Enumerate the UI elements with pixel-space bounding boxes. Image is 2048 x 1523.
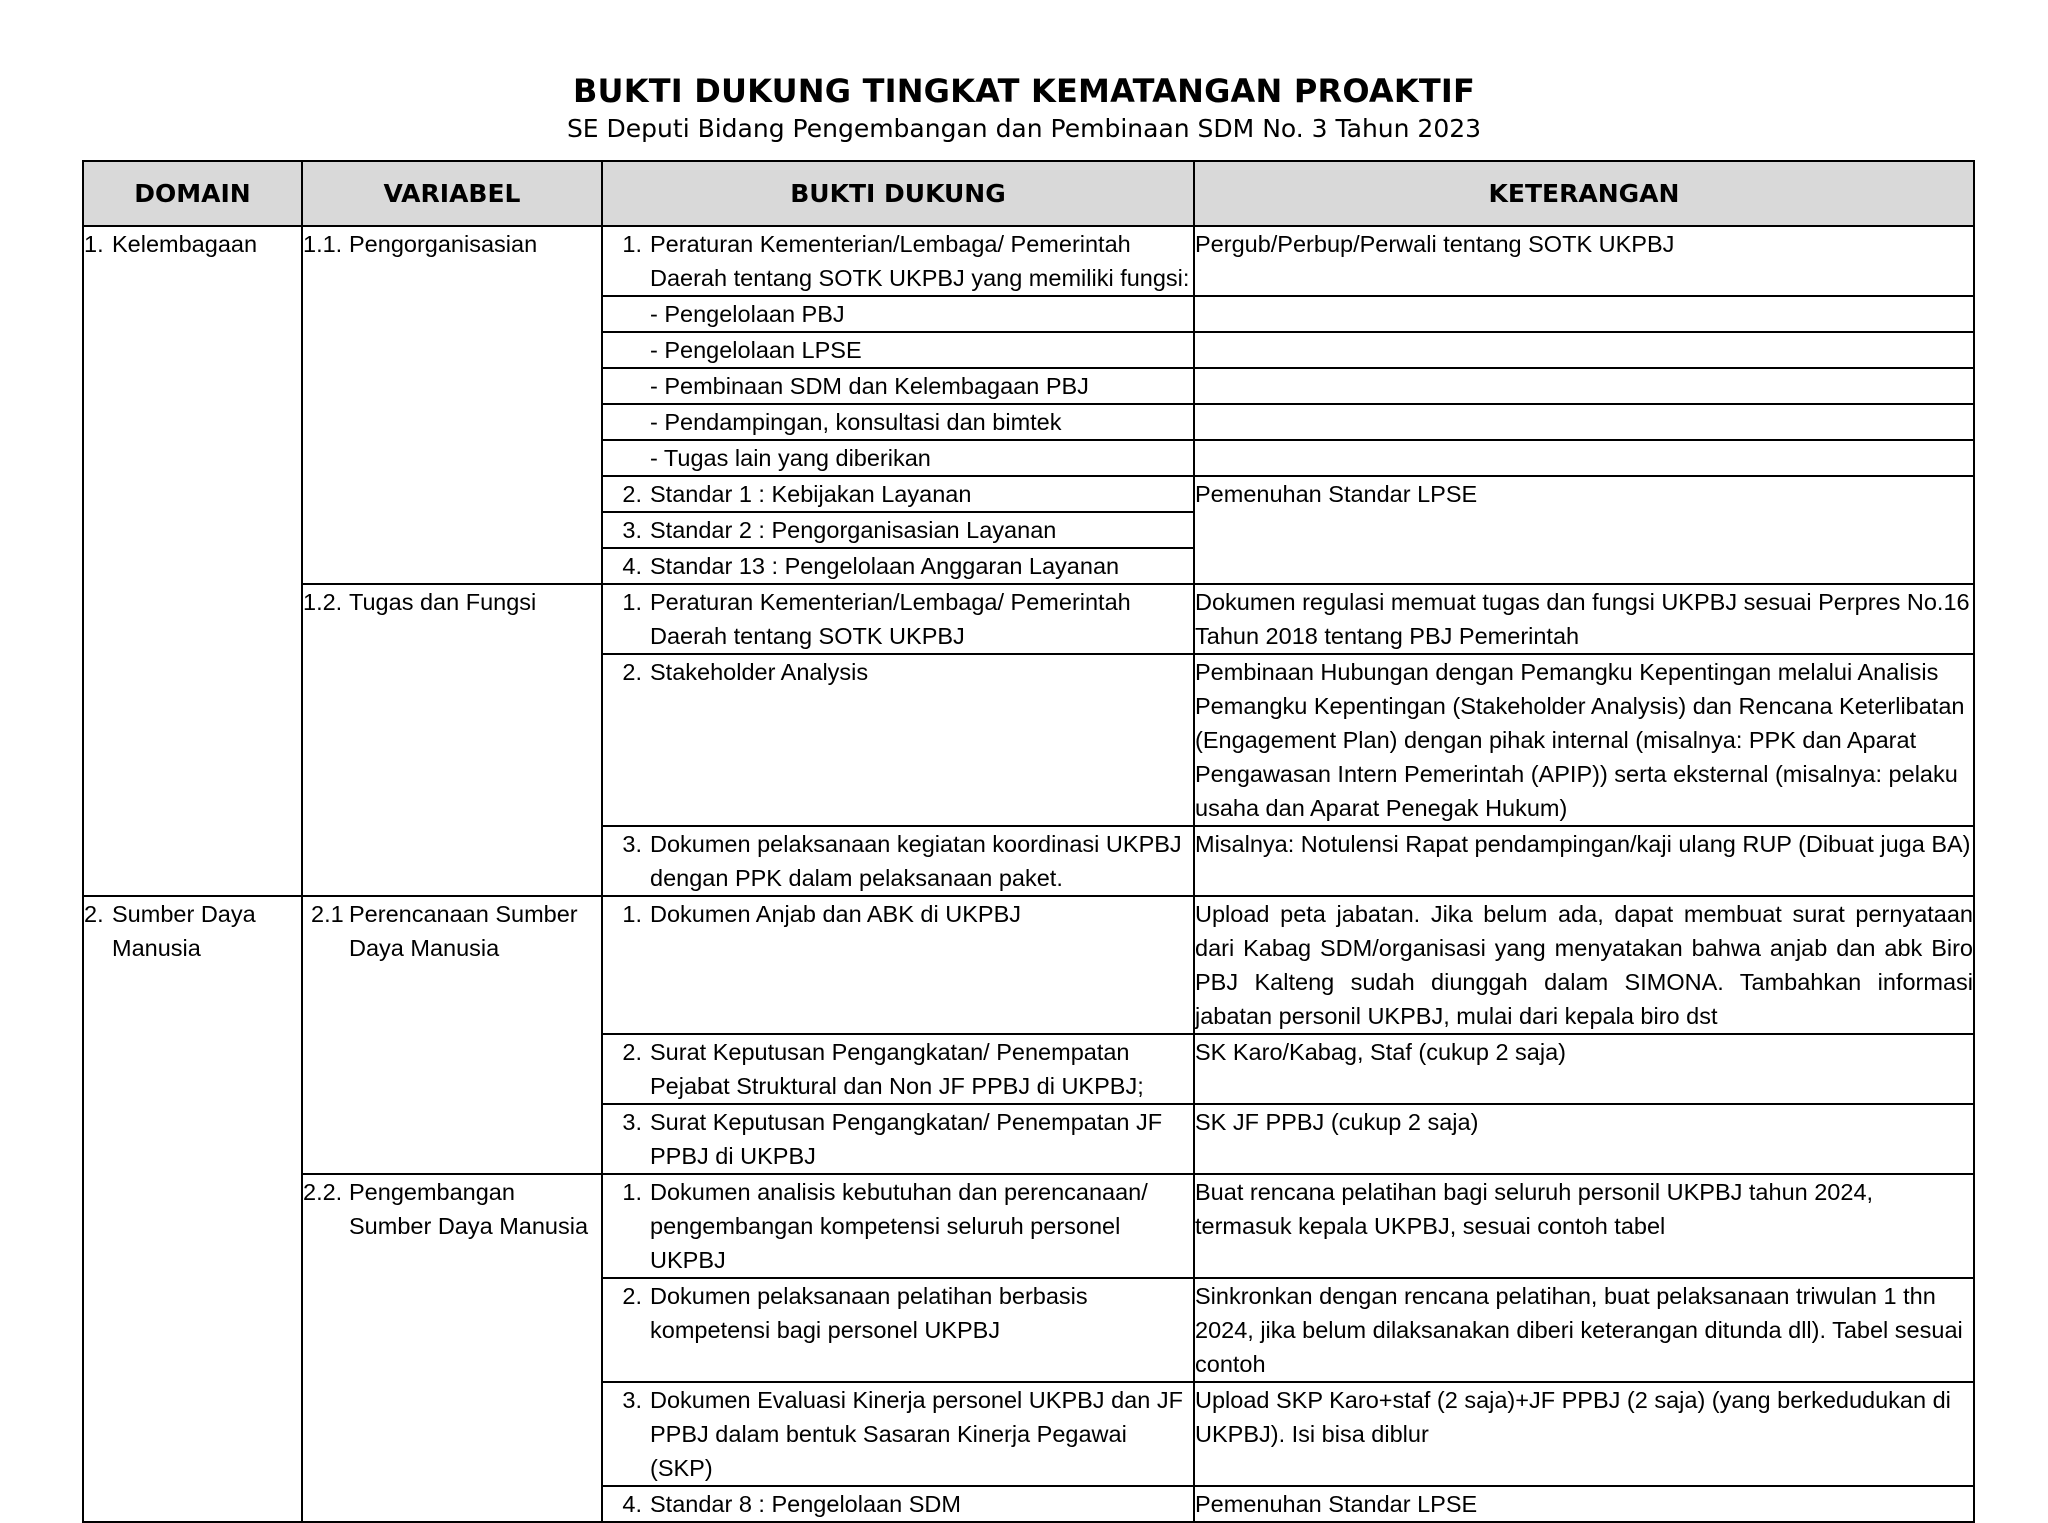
bukti-number: 1.	[622, 231, 642, 257]
bukti-text: Peraturan Kementerian/Lembaga/ Pemerintah Daerah tentang SOTK UKPBJ yang memiliki fungsi:	[650, 231, 1190, 291]
bukti-cell	[602, 226, 1194, 296]
variable-cell-perencanaan-sdm	[302, 896, 602, 1174]
keterangan-cell: Buat rencana pelatihan bagi seluruh personil UKPBJ tahun 2024, termasuk kepala UKPBJ, sesuai contoh tabel	[1194, 1174, 1974, 1278]
bukti-cell	[602, 476, 1194, 512]
variable-cell-pengembangan-sdm	[302, 1174, 602, 1522]
document-title: BUKTI DUKUNG TINGKAT KEMATANGAN PROAKTIF	[572, 72, 1476, 110]
domain-cell-kelembagaan	[83, 226, 302, 896]
domain-number: 2.	[84, 901, 104, 927]
evidence-table	[82, 160, 1975, 1523]
bukti-text: Dokumen Evaluasi Kinerja personel UKPBJ dan JF PPBJ dalam bentuk Sasaran Kinerja Pegawai (SKP)	[650, 1387, 1183, 1481]
bukti-text: Peraturan Kementerian/Lembaga/ Pemerintah Daerah tentang SOTK UKPBJ	[650, 589, 1131, 649]
bukti-number: 2.	[622, 659, 642, 685]
bukti-number: 4.	[622, 1491, 642, 1517]
bukti-number: 4.	[622, 553, 642, 579]
bukti-cell	[602, 548, 1194, 584]
keterangan-cell	[1194, 332, 1974, 368]
keterangan-cell	[1194, 296, 1974, 332]
domain-number: 1.	[84, 231, 104, 257]
bukti-number: 1.	[622, 1179, 642, 1205]
keterangan-cell: Pembinaan Hubungan dengan Pemangku Kepentingan melalui Analisis Pemangku Kepentingan (Stakeholder Analysis) dan Rencana Keterlibatan (Engagement Plan) dengan pihak internal (misalnya: PPK dan Aparat Pengawasan Intern Pemerintah (APIP)) serta eksternal (misalnya: pelaku usaha dan Aparat Penegak Hukum)	[1194, 654, 1974, 826]
keterangan-cell: Upload peta jabatan. Jika belum ada, dapat membuat surat pernyataan dari Kabag SDM/organisasi yang menyatakan bahwa anjab dan abk Biro PBJ Kalteng sudah diunggah dalam SIMONA. Tambahkan informasi jabatan personil UKPBJ, mulai dari kepala biro dst	[1194, 896, 1974, 1034]
variable-label: Tugas dan Fungsi	[349, 589, 537, 615]
variable-number: 1.1.	[303, 231, 343, 257]
bukti-number: 2.	[622, 1039, 642, 1065]
bukti-text: Standar 1 : Kebijakan Layanan	[650, 481, 972, 507]
bukti-number: 3.	[622, 831, 642, 857]
bukti-subitem: - Pendampingan, konsultasi dan bimtek	[650, 409, 1062, 435]
keterangan-cell: Upload SKP Karo+staf (2 saja)+JF PPBJ (2 saja) (yang berkedudukan di UKPBJ). Isi bisa diblur	[1194, 1382, 1974, 1486]
bukti-cell	[602, 440, 1194, 476]
domain-cell-sumber-daya-manusia	[83, 896, 302, 1522]
bukti-subitem: - Pengelolaan LPSE	[650, 337, 862, 363]
bukti-text: Standar 13 : Pengelolaan Anggaran Layanan	[650, 553, 1120, 579]
header-domain: DOMAIN	[83, 161, 302, 226]
keterangan-cell	[1194, 440, 1974, 476]
bukti-cell	[602, 654, 1194, 826]
keterangan-cell: Misalnya: Notulensi Rapat pendampingan/kaji ulang RUP (Dibuat juga BA)	[1194, 826, 1974, 896]
bukti-text: Standar 8 : Pengelolaan SDM	[650, 1491, 961, 1517]
bukti-subitem: - Tugas lain yang diberikan	[650, 445, 931, 471]
bukti-text: Surat Keputusan Pengangkatan/ Penempatan JF PPBJ di UKPBJ	[650, 1109, 1163, 1169]
table-row	[83, 896, 1974, 1034]
variable-label: Pengembangan Sumber Daya Manusia	[349, 1179, 589, 1239]
bukti-cell	[602, 896, 1194, 1034]
bukti-cell	[602, 512, 1194, 548]
bukti-cell	[602, 368, 1194, 404]
bukti-number: 3.	[622, 1109, 642, 1135]
keterangan-cell: Pemenuhan Standar LPSE	[1194, 476, 1974, 584]
keterangan-cell: Pergub/Perbup/Perwali tentang SOTK UKPBJ	[1194, 226, 1974, 296]
bukti-cell	[602, 1104, 1194, 1174]
table-header-row	[83, 161, 1974, 226]
bukti-cell	[602, 1278, 1194, 1382]
keterangan-cell: Sinkronkan dengan rencana pelatihan, buat pelaksanaan triwulan 1 thn 2024, jika belum dilaksanakan diberi keterangan ditunda dll). Tabel sesuai contoh	[1194, 1278, 1974, 1382]
variable-number: 2.2.	[303, 1179, 343, 1205]
bukti-cell	[602, 332, 1194, 368]
variable-cell-tugas-dan-fungsi	[302, 584, 602, 896]
bukti-subitem: - Pengelolaan PBJ	[650, 301, 845, 327]
bukti-number: 1.	[622, 901, 642, 927]
variable-cell-pengorganisasian	[302, 226, 602, 584]
domain-label: Sumber Daya Manusia	[112, 901, 256, 961]
keterangan-cell	[1194, 368, 1974, 404]
domain-label: Kelembagaan	[112, 231, 258, 257]
bukti-text: Dokumen pelaksanaan kegiatan koordinasi UKPBJ dengan PPK dalam pelaksanaan paket.	[650, 831, 1182, 891]
variable-label: Perencanaan Sumber Daya Manusia	[349, 901, 578, 961]
bukti-cell	[602, 1174, 1194, 1278]
bukti-text: Standar 2 : Pengorganisasian Layanan	[650, 517, 1057, 543]
bukti-number: 1.	[622, 589, 642, 615]
bukti-cell	[602, 1486, 1194, 1522]
bukti-cell	[602, 1382, 1194, 1486]
bukti-cell	[602, 584, 1194, 654]
keterangan-cell: Pemenuhan Standar LPSE	[1194, 1486, 1974, 1522]
table-row	[83, 226, 1974, 296]
bukti-text: Surat Keputusan Pengangkatan/ Penempatan Pejabat Struktural dan Non JF PPBJ di UKPBJ;	[650, 1039, 1144, 1099]
variable-label: Pengorganisasian	[349, 231, 538, 257]
bukti-cell	[602, 1034, 1194, 1104]
bukti-cell	[602, 826, 1194, 896]
bukti-text: Dokumen analisis kebutuhan dan perencanaan/ pengembangan kompetensi seluruh personel UKPBJ	[650, 1179, 1148, 1273]
header-bukti-dukung: BUKTI DUKUNG	[602, 161, 1194, 226]
variable-number: 1.2.	[303, 589, 343, 615]
bukti-text: Dokumen Anjab dan ABK di UKPBJ	[650, 901, 1021, 927]
keterangan-cell: SK Karo/Kabag, Staf (cukup 2 saja)	[1194, 1034, 1974, 1104]
variable-number: 2.1	[311, 901, 344, 927]
table-row	[83, 584, 1974, 654]
bukti-number: 3.	[622, 1387, 642, 1413]
keterangan-cell: Dokumen regulasi memuat tugas dan fungsi UKPBJ sesuai Perpres No.16 Tahun 2018 tentang PBJ Pemerintah	[1194, 584, 1974, 654]
header-variabel: VARIABEL	[302, 161, 602, 226]
bukti-text: Dokumen pelaksanaan pelatihan berbasis kompetensi bagi personel UKPBJ	[650, 1283, 1088, 1343]
header-keterangan: KETERANGAN	[1194, 161, 1974, 226]
bukti-number: 3.	[622, 517, 642, 543]
bukti-subitem: - Pembinaan SDM dan Kelembagaan PBJ	[650, 373, 1089, 399]
bukti-number: 2.	[622, 1283, 642, 1309]
keterangan-cell	[1194, 404, 1974, 440]
bukti-cell	[602, 404, 1194, 440]
bukti-text: Stakeholder Analysis	[650, 659, 869, 685]
document-subtitle: SE Deputi Bidang Pengembangan dan Pembinaan SDM No. 3 Tahun 2023	[566, 114, 1482, 143]
keterangan-cell: SK JF PPBJ (cukup 2 saja)	[1194, 1104, 1974, 1174]
bukti-number: 2.	[622, 481, 642, 507]
bukti-cell	[602, 296, 1194, 332]
table-row	[83, 1174, 1974, 1278]
